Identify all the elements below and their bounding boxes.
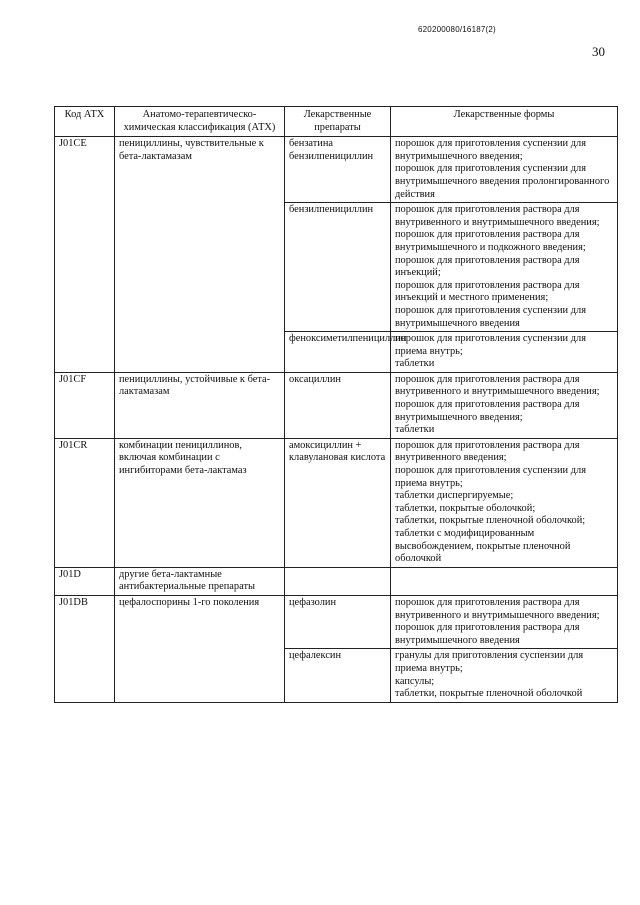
table-row: [55, 438, 618, 567]
dosage-forms: [391, 203, 618, 332]
drug-table: [54, 106, 618, 703]
page-number: 30: [592, 44, 605, 59]
dosage-forms: [391, 372, 618, 438]
drug-name: амоксициллин + клавулановая кислота: [285, 438, 391, 567]
dosage-form: порошок для приготовления суспензии для внутримышечного введения: [395, 304, 586, 329]
dosage-forms: [391, 649, 618, 702]
dosage-form: порошок для приготовления раствора для инъекций и местного применения;: [395, 279, 580, 304]
dosage-form: таблетки, покрытые пленочной оболочкой;: [395, 515, 586, 527]
dosage-form: порошок для приготовления раствора для инъекций;: [395, 254, 580, 279]
drug-name: цефалексин: [285, 649, 391, 702]
dosage-forms: [391, 595, 618, 648]
table-row: [55, 567, 618, 595]
dosage-form: таблетки диспергируемые;: [395, 490, 514, 502]
drug-name: бензатина бензилпенициллин: [285, 137, 391, 203]
dosage-form: таблетки, покрытые пленочной оболочкой: [395, 688, 583, 700]
dosage-form: таблетки: [395, 424, 435, 436]
dosage-form: капсулы;: [395, 675, 435, 687]
dosage-form: порошок для приготовления раствора для внутривенного и внутримышечного введения;: [395, 204, 600, 228]
table-row: [55, 595, 618, 648]
dosage-forms: [391, 137, 618, 203]
dosage-form: порошок для приготовления раствора для внутримышечного введения: [395, 622, 580, 646]
dosage-form: гранулы для приготовления суспензии для приема внутрь;: [395, 650, 584, 674]
atc-classification: пенициллины, чувствительные к бета-лактамазам: [115, 137, 285, 373]
dosage-form: порошок для приготовления суспензии для внутримышечного введения пролонгированного действия: [395, 163, 610, 200]
atc-classification: цефалоспорины 1-го поколения: [115, 595, 285, 702]
dosage-form: порошок для приготовления суспензии для приема внутрь;: [395, 465, 586, 489]
dosage-form: порошок для приготовления раствора для внутривенного и внутримышечного введения;: [395, 596, 600, 621]
header-code: Код АТХ: [55, 107, 115, 137]
table-header-row: [55, 107, 618, 137]
atc-classification: другие бета-лактамные антибактериальные препараты: [115, 567, 285, 595]
atc-code: J01CE: [55, 137, 115, 373]
document-id: 620200080/16187(2): [418, 25, 496, 34]
drug-name: цефазолин: [285, 595, 391, 648]
header-drugs: Лекарственные препараты: [285, 107, 391, 137]
dosage-form: таблетки с модифицированным высвобождением, покрытые пленочной оболочкой: [395, 528, 571, 565]
dosage-form: таблетки: [395, 358, 435, 370]
table-row: [55, 372, 618, 438]
atc-code: J01CR: [55, 438, 115, 567]
dosage-form: порошок для приготовления раствора для внутримышечного и подкожного введения;: [395, 229, 586, 253]
atc-code: J01CF: [55, 372, 115, 438]
dosage-forms: [391, 567, 618, 595]
drug-name: феноксиметилпенициллин: [285, 332, 391, 373]
table-row: [55, 137, 618, 203]
dosage-form: порошок для приготовления раствора для внутривенного введения;: [395, 439, 580, 464]
atc-classification: пенициллины, устойчивые к бета-лактамазам: [115, 372, 285, 438]
dosage-form: порошок для приготовления раствора для внутривенного и внутримышечного введения;: [395, 373, 600, 398]
drug-name: бензилпенициллин: [285, 203, 391, 332]
dosage-form: порошок для приготовления суспензии для приема внутрь;: [395, 333, 586, 357]
dosage-form: порошок для приготовления раствора для внутримышечного введения;: [395, 399, 580, 423]
atc-code: J01DB: [55, 595, 115, 702]
atc-code: J01D: [55, 567, 115, 595]
dosage-form: таблетки, покрытые оболочкой;: [395, 502, 536, 514]
header-classification: Анатомо-терапевтическо-химическая классификация (АТХ): [115, 107, 285, 137]
dosage-forms: [391, 438, 618, 567]
header-forms: Лекарственные формы: [391, 107, 618, 137]
drug-name: оксациллин: [285, 372, 391, 438]
atc-classification: комбинации пенициллинов, включая комбинации с ингибиторами бета-лактамаз: [115, 438, 285, 567]
dosage-forms: [391, 332, 618, 373]
drug-name: [285, 567, 391, 595]
dosage-form: порошок для приготовления суспензии для внутримышечного введения;: [395, 138, 586, 162]
